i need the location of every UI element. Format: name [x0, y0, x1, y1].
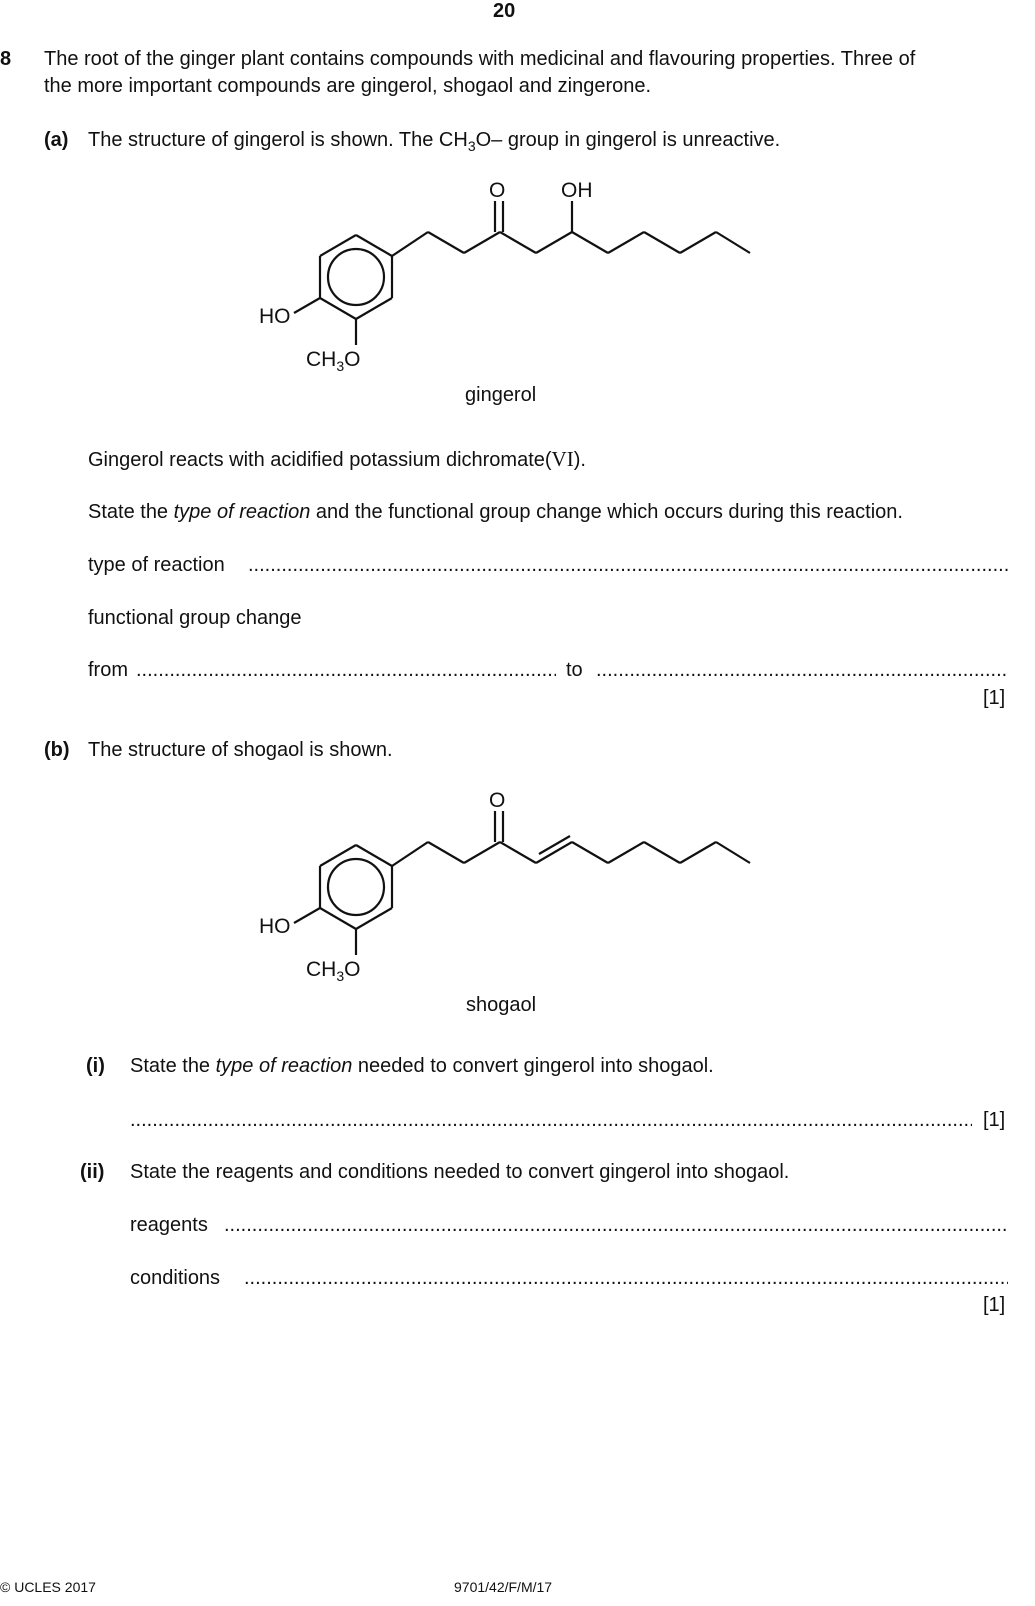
shogaol-ketone-o: O [489, 789, 506, 812]
gingerol-phenol-ho: HO [259, 305, 291, 328]
part-b-ii-reagents-label: reagents [130, 1214, 208, 1236]
shogaol-phenol-ho: HO [259, 915, 291, 938]
footer-copyright: © UCLES 2017 [0, 1579, 96, 1595]
footer-paper-code: 9701/42/F/M/17 [454, 1579, 553, 1595]
part-b-ii-reagents-answer-line[interactable] [224, 1212, 1008, 1239]
part-a-fg-label: functional group change [88, 607, 302, 629]
shogaol-caption: shogaol [466, 994, 537, 1016]
gingerol-skeleton [294, 201, 750, 345]
part-a-reaction: Gingerol reacts with acidified potassium dichromate(VI). [88, 447, 586, 471]
part-a-from-answer-line[interactable] [136, 657, 556, 684]
part-a-type-label: type of reaction [88, 554, 225, 576]
part-a-to-label: to [566, 659, 583, 681]
part-b-i-marks: [1] [983, 1109, 1006, 1131]
part-b-ii-conditions-answer-line[interactable] [244, 1265, 1008, 1292]
part-a-to-answer-line[interactable] [596, 657, 1008, 684]
shogaol-skeleton [294, 811, 750, 955]
part-b-stem: The structure of shogaol is shown. [88, 739, 393, 761]
part-a-stem: The structure of gingerol is shown. The $CH_3O-$ group in gingerol is unreactive. [88, 129, 781, 154]
part-b-ii-label: (ii) [80, 1161, 105, 1183]
part-a-type-answer-line[interactable] [248, 552, 1008, 579]
page-number: 20 [493, 0, 516, 22]
part-a-marks: [1] [983, 687, 1006, 709]
shogaol-methoxy: $CH_3O$ [306, 958, 361, 984]
gingerol-ketone-o: O [489, 179, 506, 202]
question-intro-line2: the more important compounds are gingerol, shogaol and zingerone. [44, 75, 652, 97]
part-b-ii-marks: [1] [983, 1294, 1006, 1316]
part-b-label: (b) [44, 739, 70, 761]
part-a-from-label: from [88, 659, 128, 681]
gingerol-caption: gingerol [465, 384, 537, 406]
part-b-ii-conditions-label: conditions [130, 1267, 221, 1289]
part-b-ii-question: State the reagents and conditions needed to convert gingerol into shogaol. [130, 1161, 790, 1183]
part-a-instruction: State the type of reaction and the functional group change which occurs during this reaction. [88, 501, 903, 523]
part-a-label: (a) [44, 129, 69, 151]
question-intro-line1: The root of the ginger plant contains compounds with medicinal and flavouring properties. Three of [44, 48, 916, 70]
question-number: 8 [0, 48, 12, 70]
part-b-i-question: State the type of reaction needed to convert gingerol into shogaol. [130, 1055, 714, 1077]
gingerol-methoxy: $CH_3O$ [306, 348, 361, 374]
part-b-i-label: (i) [86, 1055, 105, 1077]
gingerol-hydroxyl-oh: OH [561, 179, 593, 202]
part-b-i-answer-line[interactable] [130, 1107, 972, 1134]
